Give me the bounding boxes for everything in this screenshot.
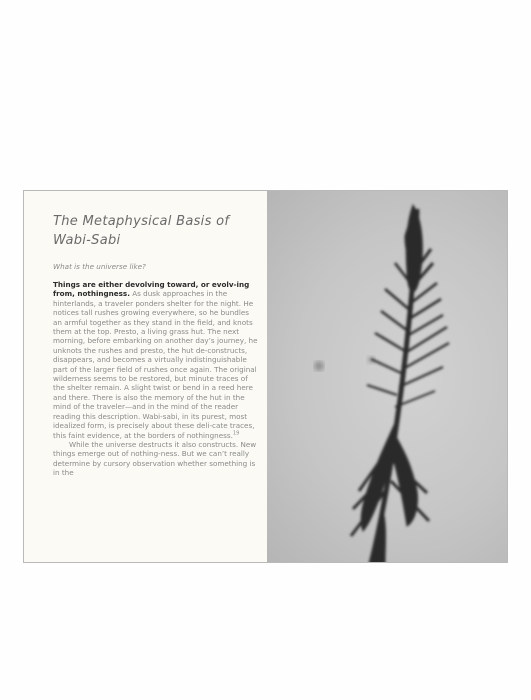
chapter-title bbox=[53, 212, 258, 250]
section-question: What is the universe like? bbox=[53, 262, 146, 271]
dust-spot bbox=[314, 361, 324, 371]
body-text bbox=[53, 280, 258, 478]
paragraph-1 bbox=[53, 280, 258, 440]
paragraph-1-body: As dusk approaches in the hinterlands, a traveler ponders shelter for the night. He notices tall rushes growing everywhere, so he bundles an armful together as they stand in the field, and knots them at the top. Presto, a living grass hut. The next morning, before embarking on another day’s journey, he unknots the rushes and presto, the hut de-constructs, disappears, and becomes a virtually indistinguishable part of the larger field of rushes once again. The original wilderness seems to be restored, but minute traces of the shelter remain. A slight twist or bend in a reed here and there. There is also the memory of the hut in the mind of the traveler—and in the mind of the reader reading this description. Wabi-sabi, in its purest, most idealized form, is precisely about these deli-cate traces, this faint evidence, at the borders of nothingness. bbox=[53, 289, 258, 440]
paragraph-2: While the universe destructs it also constructs. New things emerge out of nothing-ness. But we can’t really determine by cursory observation whether something is in the bbox=[53, 439, 257, 478]
photo-page bbox=[267, 191, 508, 562]
footnote-marker: 19 bbox=[232, 430, 240, 437]
paragraph-1-lead: Things are either devolving toward, or evolv-ing from, nothingness. bbox=[53, 280, 250, 299]
grass-photo bbox=[267, 191, 508, 562]
grass-stalk bbox=[351, 205, 449, 562]
text-page bbox=[24, 191, 267, 562]
title-line-1: The Metaphysical Basis of bbox=[53, 214, 230, 229]
title-line-2: Wabi-Sabi bbox=[53, 233, 121, 248]
book-spread bbox=[23, 190, 508, 563]
